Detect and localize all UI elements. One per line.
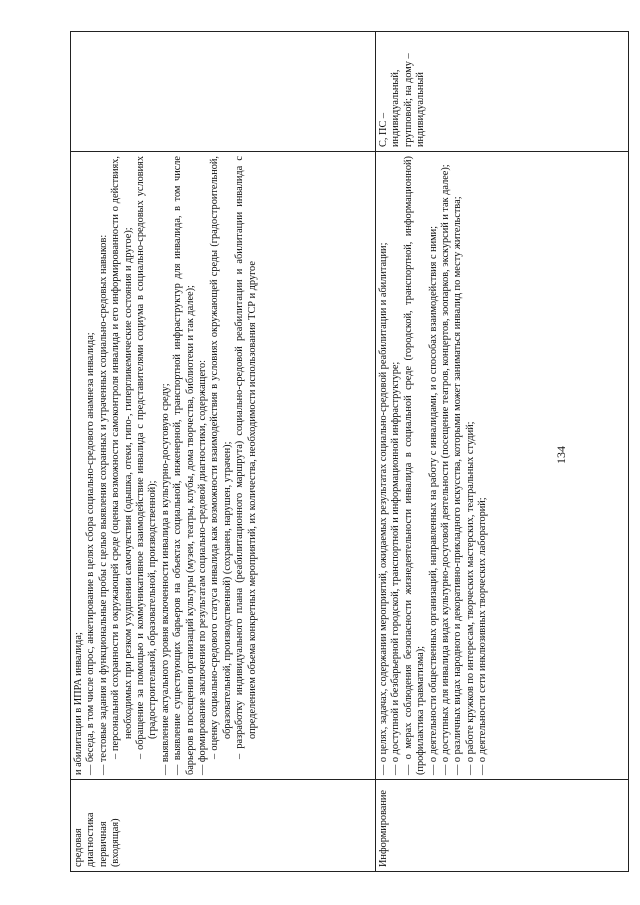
service-name: средовая диагностика первичная (входящая)	[73, 812, 122, 867]
service-name: Информирование	[378, 790, 389, 867]
service-form-cell	[71, 32, 376, 152]
service-name-cell	[71, 780, 376, 872]
service-form-cell	[376, 32, 629, 152]
content-line: – обращение за помощью и коммуникативное взаимодействие инвалида с представителями социума в социально-средовых условиях (градостроительной, образовательной, производственной);	[135, 156, 159, 759]
content-line: — выявление существующих барьеров на объектах социальной, инженерной, транспортной инфраструктур для инвалида, в том числе барьеров в посещении организаций культуры (музеи, театры, клубы, дома творчества, библиотеки и так далее);	[172, 156, 196, 775]
content-line: — формирование заключения по результатам социально-средовой диагностики, содержащего:	[197, 359, 209, 775]
content-line: — о доступной и безбарьерной городской, транспортной и информационной инфраструктуре;	[390, 361, 402, 775]
service-form: С, ПС – индивидуальный, групповой; на дому – индивидуальный	[378, 53, 427, 147]
content-line: — выявление актуального уровня включенности инвалида в культурно-досуговую среду;	[159, 383, 171, 775]
content-line: – оценку социально-средового статуса инвалида как возможности взаимодействия в условиях окружающей среды (градостроительной, образовательной, производственной) (сохранен, нарушен, утрачен);	[209, 156, 233, 759]
content-line: — о доступных для инвалида видах культурно-досуговой деятельности (посещение театров, концертов, зоопарков, экскурсий и так далее);	[440, 164, 452, 775]
content-line: – разработку индивидуального плана (реабилитационного маршрута) социально-средовой реабилитации и абилитации инвалида с определением объема конкретных мероприятий, их количества, необходимости использования ТСР и другое	[234, 156, 258, 759]
table-row	[71, 32, 376, 872]
content-line: — о мерах соблюдения безопасности жизнедеятельности инвалида в социальной среде (городской, транспортной, информационной) (профилактика травматизма);	[402, 156, 427, 775]
content-line: и абилитации в ИПРА инвалида;	[73, 632, 84, 775]
rehabilitation-table	[70, 31, 629, 872]
content-line: — о деятельности сети инклюзивных творческих лабораторий;	[477, 497, 489, 775]
content-line: — о деятельности общественных организаций, направленных на работу с инвалидами, и о способах взаимодействия с ними;	[427, 225, 439, 775]
content-line: – персональной сохранности в окружающей среде (оценка возможности самоконтроля инвалида и его информированности о действиях, необходимых при резком ухудшении самочувствия (одышка, отеки, гипо-, гипергликемические состояния и другое);	[110, 156, 134, 759]
page-number: 134	[554, 446, 568, 464]
service-content-cell	[71, 152, 376, 780]
content-line: — о целях, задачах, содержании мероприятий, ожидаемых результатах социально-средовой реабилитации и абилитации;	[378, 242, 389, 775]
content-line: — о различных видах народного и декоративно-прикладного искусства, которыми может заниматься инвалид по месту жительства;	[452, 196, 464, 775]
table-row	[376, 32, 629, 872]
content-line: — о работе кружков по интересам, творческих мастерских, театральных студий;	[464, 421, 476, 775]
content-line: — тестовые задания и функциональные пробы с целью выявления сохранных и утраченных социально-средовых навыков:	[97, 234, 109, 775]
service-content-cell	[376, 152, 629, 780]
content-line: — беседа, в том числе опрос, анкетирование в целях сбора социально-средового анамнеза инвалида;	[85, 332, 97, 775]
service-name-cell	[376, 780, 629, 872]
